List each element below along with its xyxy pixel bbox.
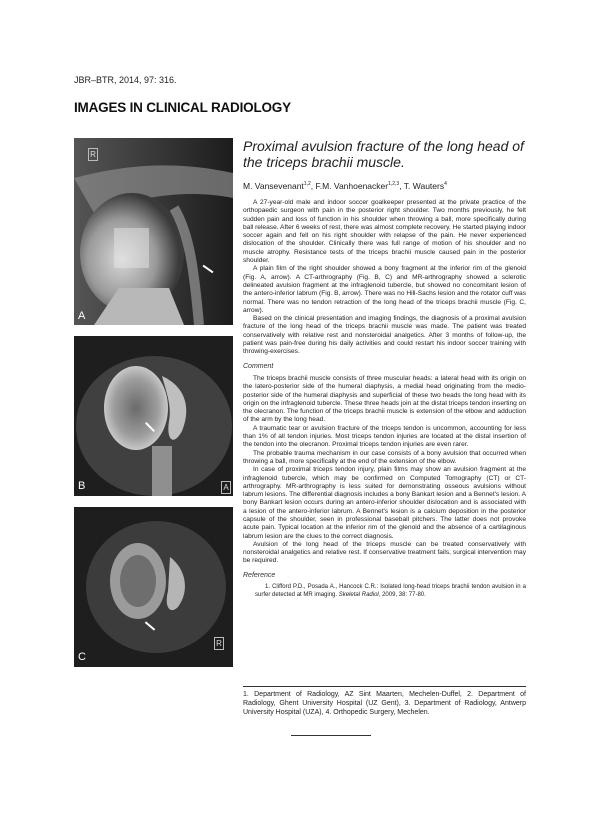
reference-heading: Reference [243, 571, 276, 579]
section-heading: IMAGES IN CLINICAL RADIOLOGY [74, 100, 291, 115]
case-paragraph: A plain film of the right shoulder showed a bony fragment at the inferior rim of the glenoid (Fig. A, arrow). A CT-arthrography (Fig. B, C) and MR-arthrography showed a sclerotic delineated avulsion fragment at the infraglenoid tubercle, but showed no concomitant lesion of the antero-inferior labrum (Fig. B, arrow). There was no Hill-Sachs lesion and the rotator cuff was normal. There was no tendon retraction of the long head of the triceps brachii muscle (Fig. C, arrow). [243, 265, 526, 314]
figure-b-ct [74, 336, 233, 496]
case-paragraph: A 27-year-old male and indoor soccer goalkeeper presented at the private practice of the orthopaedic surgeon with pain in the posterior right shoulder. Two months previously, he felt sudden pain and loss of function in his shoulder when throwing a ball, more specifically during ball release. After 6 weeks of rest, there was almost complete recovery. He started playing indoor soccer again and fell on his right shoulder with relapse of the pain. He never experienced dislocation of the shoulder. Clinically there was full range of motion of his shoulder and no muscle atrophy. Resistance tests of the triceps brachii muscle caused pain in the posterior shoulder. [243, 199, 526, 265]
affiliations-footnote: 1. Department of Radiology, AZ Sint Maarten, Mechelen-Duffel, 2. Department of Radiology, Ghent University Hospital (UZ Gent), 3. Department of Radiology, Antwerp University Hospital (UZA), 4. Orthopedic Surgery, Mechelen. [243, 691, 526, 716]
reference-item [243, 584, 526, 599]
footnote-divider [243, 686, 526, 687]
article-title: Proximal avulsion fracture of the long head of the triceps brachii muscle. [243, 138, 524, 170]
reference-journal: Skeletal Radiol, [338, 591, 381, 598]
author-list: M. Vansevenant$^{1,2}$, F.M. Vanhoenacker$^{1,2,3}$, T. Wauters$^4$ [243, 181, 447, 191]
author-affiliation: 1,2 [303, 181, 311, 188]
figure-a-image [74, 138, 233, 325]
comment-paragraph: Avulsion of the long head of the triceps muscle can be treated conservatively with nonsteroidal analgetics and relative rest. If conservative treatment fails, surgical intervention may be required. [243, 540, 526, 565]
reference-text: Clifford P.D., Posada A., Hancock C.R.: Isolated long-head triceps brachii tendon avulsion in a surfer detected at MR imaging. [255, 584, 527, 598]
author-affiliation: 4 [444, 181, 447, 188]
figure-c-ct [74, 507, 233, 667]
figure-a-marker: R [88, 148, 98, 161]
figure-a-radiograph [74, 138, 233, 325]
author-affiliation: 1,2,3 [388, 181, 400, 188]
reference-number: 1. [265, 584, 271, 591]
author-name: F.M. Vanhoenacker [315, 181, 389, 191]
reference-details: 2009, 38: 77-80. [382, 591, 426, 598]
figure-c-marker: R [214, 637, 224, 650]
author-name: M. Vansevenant [243, 181, 304, 191]
journal-citation: JBR–BTR, 2014, 97: 316. [74, 75, 177, 85]
comment-paragraph: The probable trauma mechanism in our case consists of a bony avulsion that occurred when throwing a ball, more specifically at the end of the extension of the elbow. [243, 449, 526, 465]
comment-paragraph: A traumatic tear or avulsion fracture of the triceps tendon is uncommon, accounting for less than 1% of all tendon injuries. Most triceps tendon injuries are located at the distal insertion of the tendon into the olecranon. Proximal triceps tendon injuries are even rarer. [243, 424, 526, 449]
case-paragraph: Based on the clinical presentation and imaging findings, the diagnosis of a proximal avulsion fracture of the long head of the triceps brachii muscle was made. The patient was treated conservatively with relative rest and nonsteroidal analgetics. After 3 months of follow-up, the patient was pain-free during his daily activities and could restart his indoor soccer training with throwing-exercises. [243, 315, 526, 356]
comment-paragraph: The triceps brachii muscle consists of three muscular heads: a lateral head with its origin on the latero-posterior side of the humeral diaphysis, a medial head originating from the medio-posterior side of the humeral diaphysis and superficial of these two heads the long head with its origin on the infraglenoid tubercle. These three heads join at the distal triceps tendon inserting on the olecranon. The function of the triceps brachii muscle is extension of the elbow and adduction of the arm by the long head. [243, 374, 526, 424]
figure-b-marker: A [221, 481, 231, 494]
figure-c-image [74, 507, 233, 667]
figure-c-label: C [78, 651, 86, 663]
figure-a-label: A [78, 310, 86, 322]
figure-b-label: B [78, 480, 86, 492]
article-body [243, 199, 526, 599]
figure-b-image [74, 336, 233, 496]
comment-heading: Comment [243, 362, 274, 370]
end-divider [291, 735, 371, 736]
comment-paragraph: In case of proximal triceps tendon injury, plain films may show an avulsion fragment at the infraglenoid tubercle, which may be confirmed on Computed Tomography (CT) or CT-arthrography. MR-arthrography is less suited for demonstrating osseous avulsions without labrum lesions. The differential diagnosis includes a bony Bankart lesion and a Bennet's lesion. A bony Bankart lesion occurs during an antero-inferior shoulder dislocation and is associated with a lesion of the antero-inferior labrum. A Bennet's lesion is a calcium deposition in the posterior capsule of the shoulder, seen in professional baseball pitchers. The latter does not provoke acute pain. Typical location at the inferior rim of the glenoid and the absence of a cartilaginous labrum lesion are the clues to the correct diagnosis. [243, 466, 526, 540]
author-name: T. Wauters [403, 181, 445, 191]
